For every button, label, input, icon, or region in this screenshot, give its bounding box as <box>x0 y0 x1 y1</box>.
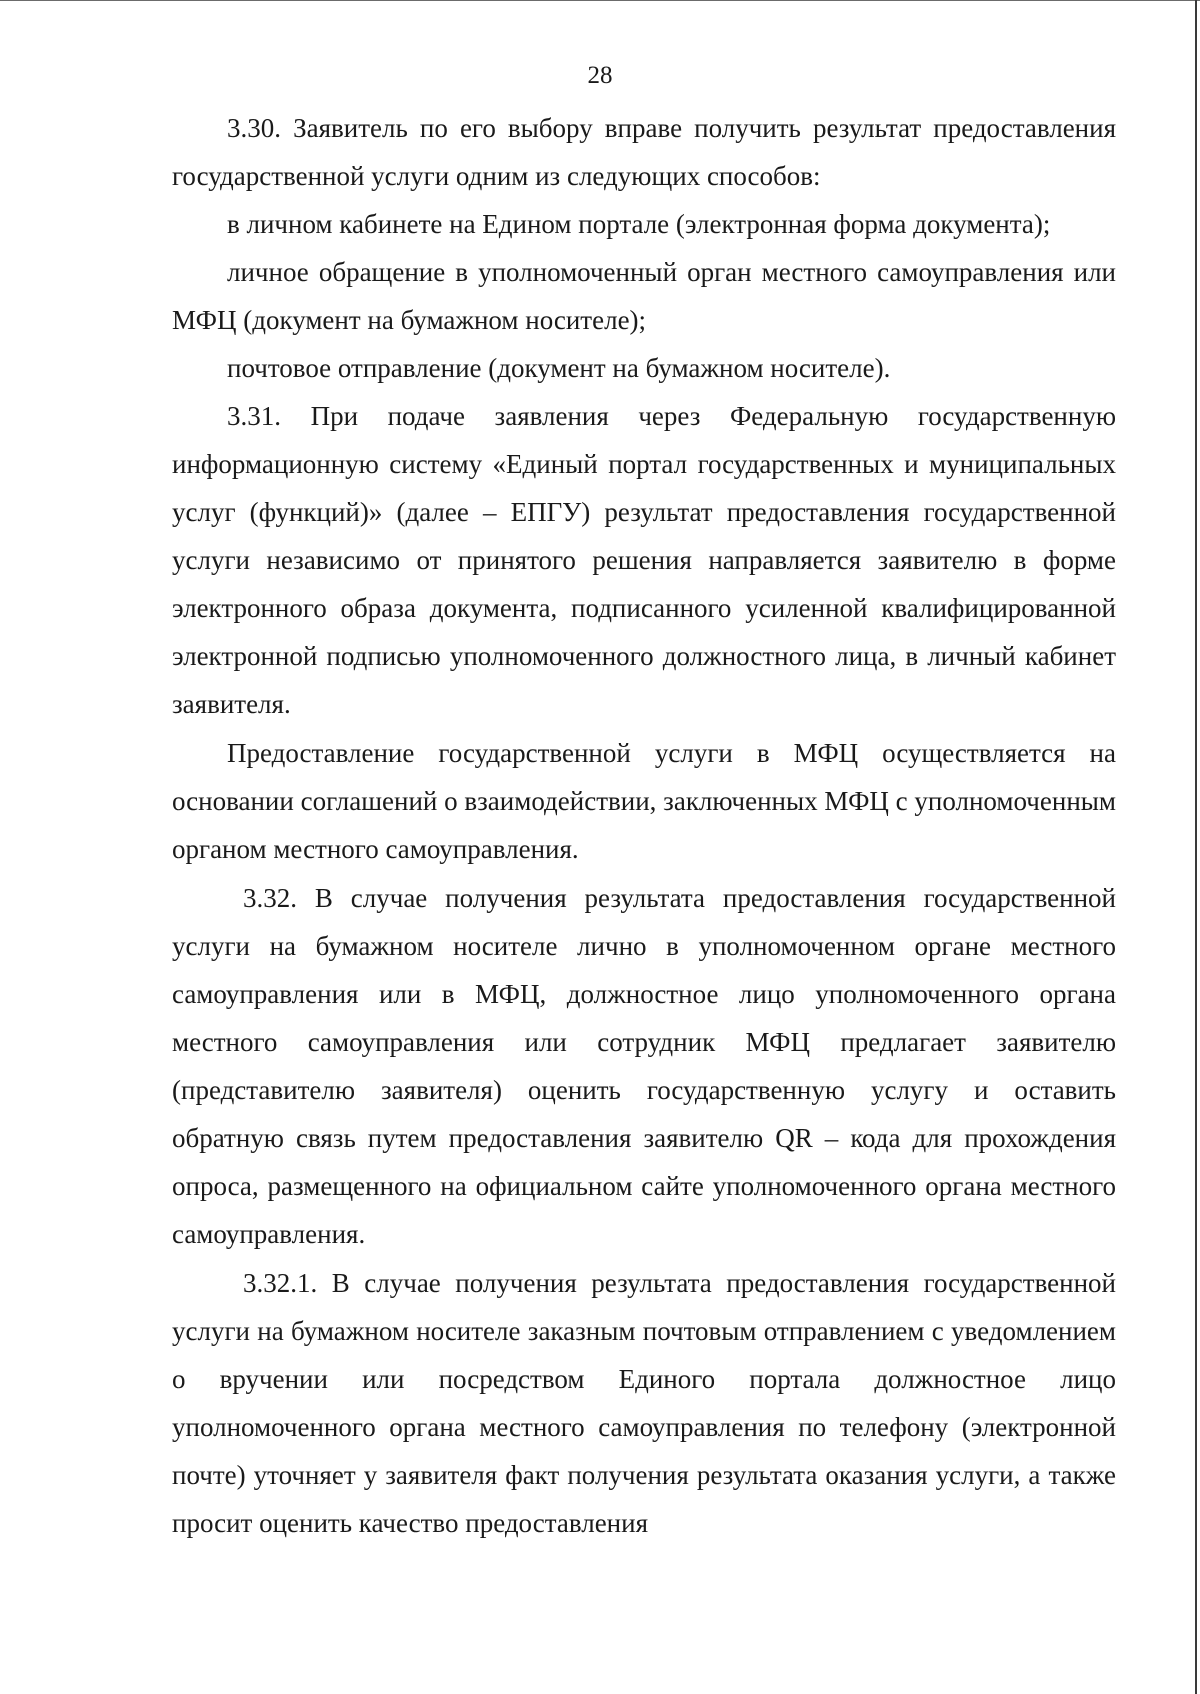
paragraph-3-32: 3.32. В случае получения результата предоставления государственной услуги на бумажном носителе лично в уполномоченном органе местного самоуправления или в МФЦ, должностное лицо уполномоченного органа местного самоуправления или сотрудник МФЦ предлагает заявителю (представителю заявителя) оценить государственную услугу и оставить обратную связь путем предоставления заявителю QR – кода для прохождения опроса, размещенного на официальном сайте уполномоченного органа местного самоуправления. <box>172 883 1116 1249</box>
paragraph-option-personal-cabinet: в личном кабинете на Едином портале (электронная форма документа); <box>227 209 1051 239</box>
document-body <box>172 104 1116 1547</box>
paragraph-mfc-agreements: Предоставление государственной услуги в МФЦ осуществляется на основании соглашений о взаимодействии, заключенных МФЦ с уполномоченным органом местного самоуправления. <box>172 738 1116 864</box>
paragraph-option-postal: почтовое отправление (документ на бумажном носителе). <box>227 353 891 383</box>
page-number: 28 <box>587 62 613 89</box>
paragraph-3-32-1: 3.32.1. В случае получения результата предоставления государственной услуги на бумажном носителе заказным почтовым отправлением с уведомлением о вручении или посредством Единого портала должностное лицо уполномоченного органа местного самоуправления по телефону (электронной почте) уточняет у заявителя факт получения результата оказания услуги, а также просит оценить качество предоставления <box>172 1268 1116 1538</box>
scan-edge-right <box>1195 0 1197 1694</box>
paragraph-option-personal-visit: личное обращение в уполномоченный орган местного самоуправления или МФЦ (документ на бумажном носителе); <box>172 257 1116 335</box>
paragraph-3-31: 3.31. При подаче заявления через Федеральную государственную информационную систему «Единый портал государственных и муниципальных услуг (функций)» (далее – ЕПГУ) результат предоставления государственной услуги независимо от принятого решения направляется заявителю в форме электронного образа документа, подписанного усиленной квалифицированной электронной подписью уполномоченного должностного лица, в личный кабинет заявителя. <box>172 401 1116 719</box>
scan-edge-top <box>0 0 1200 1</box>
paragraph-3-30: 3.30. Заявитель по его выбору вправе получить результат предоставления государственной услуги одним из следующих способов: <box>172 113 1116 191</box>
